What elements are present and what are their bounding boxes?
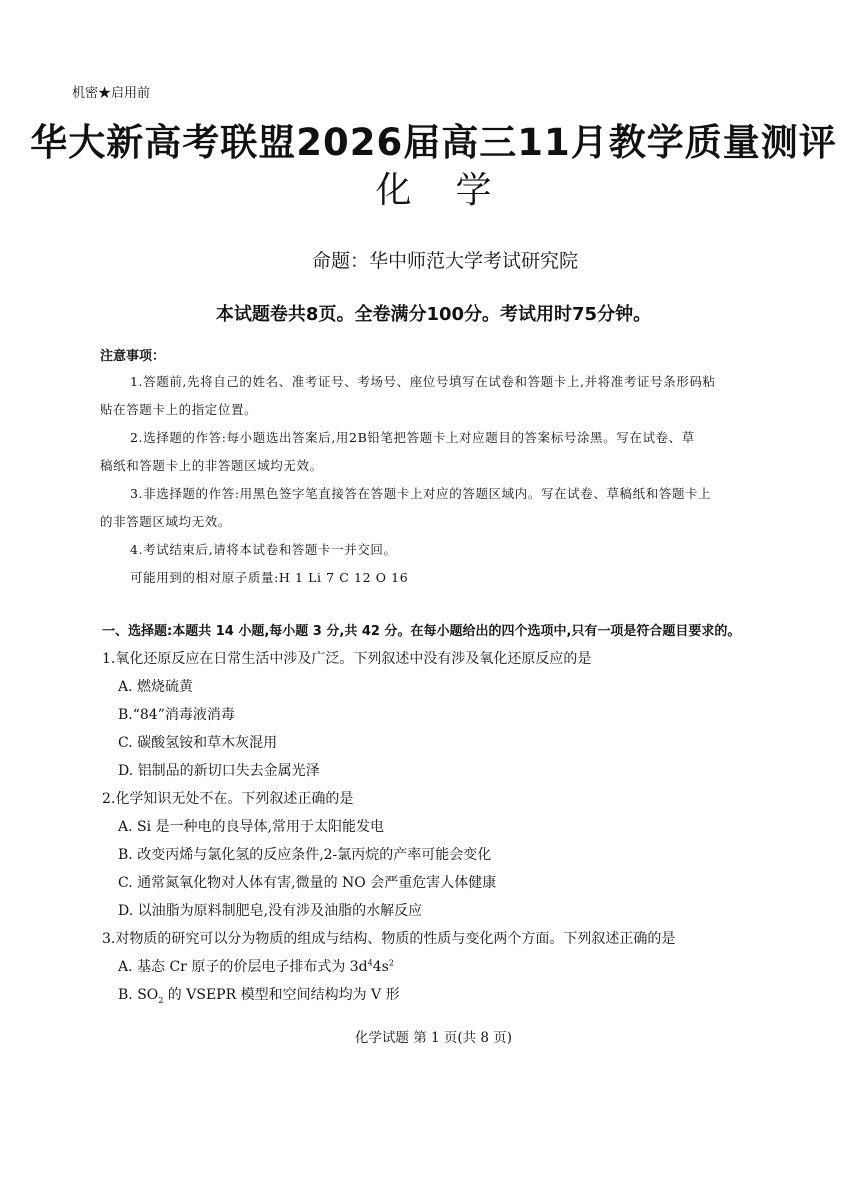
- atomic-mass-line: 可能用到的相对原子质量:H 1 Li 7 C 12 O 16: [130, 570, 409, 585]
- option: C. 通常氮氧化物对人体有害,微量的 NO 会严重危害人体健康: [118, 875, 497, 891]
- option: A. 燃烧硫黄: [118, 679, 194, 695]
- notice-line: 1.答题前,先将自己的姓名、准考证号、考场号、座位号填写在试卷和答题卡上,并将准考证号条形码粘: [130, 374, 716, 389]
- notice-line: 4.考试结束后,请将本试卷和答题卡一并交回。: [130, 542, 397, 557]
- page-footer: 化学试题 第 1 页(共 8 页): [354, 1030, 513, 1046]
- subject-title: [0, 162, 867, 213]
- subject-char-1: 化: [375, 170, 412, 211]
- confidential-mark: 机密★启用前: [72, 86, 151, 101]
- notice-line: 3.非选择题的作答:用黑色签字笔直接答在答题卡上对应的答题区域内。写在试卷、草稿纸和答题卡上: [130, 486, 712, 501]
- option: B.“84”消毒液消毒: [118, 707, 235, 723]
- exam-author: 命题：华中师范大学考试研究院: [312, 250, 579, 272]
- option: C. 碳酸氢铵和草木灰混用: [118, 735, 278, 751]
- notice-line: 2.选择题的作答:每小题选出答案后,用2B铅笔把答题卡上对应题目的答案标号涂黑。写在试卷、草: [130, 430, 695, 445]
- superscript: 2: [388, 958, 394, 968]
- notice-line: 的非答题区域均无效。: [100, 514, 232, 529]
- option: A. Si 是一种电的良导体,常用于太阳能发电: [118, 819, 384, 835]
- question-stem: 2.化学知识无处不在。下列叙述正确的是: [102, 791, 354, 807]
- subscript: 2: [158, 995, 164, 1005]
- question-stem: 3.对物质的研究可以分为物质的组成与结构、物质的性质与变化两个方面。下列叙述正确的是: [102, 931, 676, 947]
- option-text: 4s: [372, 959, 389, 975]
- subject-char-2: 学: [455, 170, 492, 211]
- superscript: 4: [367, 958, 373, 968]
- option-text: A. 基态 Cr 原子的价层电子排布式为 3d: [118, 959, 368, 975]
- notice-line: 贴在答题卡上的指定位置。: [100, 402, 258, 417]
- option: B. 改变丙烯与氯化氢的反应条件,2-氯丙烷的产率可能会变化: [118, 847, 492, 863]
- section-heading: 一、选择题:本题共 14 小题,每小题 3 分,共 42 分。在每小题给出的四个选项中,只有一项是符合题目要求的。: [102, 624, 741, 639]
- option: D. 铝制品的新切口失去金属光泽: [118, 763, 320, 779]
- notice-line: 稿纸和答题卡上的非答题区域均无效。: [100, 458, 323, 473]
- option-text: 的 VSEPR 模型和空间结构均为 V 形: [163, 987, 400, 1003]
- exam-info: 本试题卷共8页。全卷满分100分。考试用时75分钟。: [215, 304, 652, 325]
- question-stem: 1.氧化还原反应在日常生活中涉及广泛。下列叙述中没有涉及氧化还原反应的是: [102, 651, 592, 667]
- option: D. 以油脂为原料制肥皂,没有涉及油脂的水解反应: [118, 903, 423, 919]
- option-text: B. SO: [118, 987, 159, 1003]
- notice-heading: 注意事项：: [100, 349, 166, 364]
- exam-title: 华大新高考联盟2026届高三11月教学质量测评: [30, 121, 837, 164]
- option: [118, 984, 400, 1005]
- option: [118, 956, 394, 976]
